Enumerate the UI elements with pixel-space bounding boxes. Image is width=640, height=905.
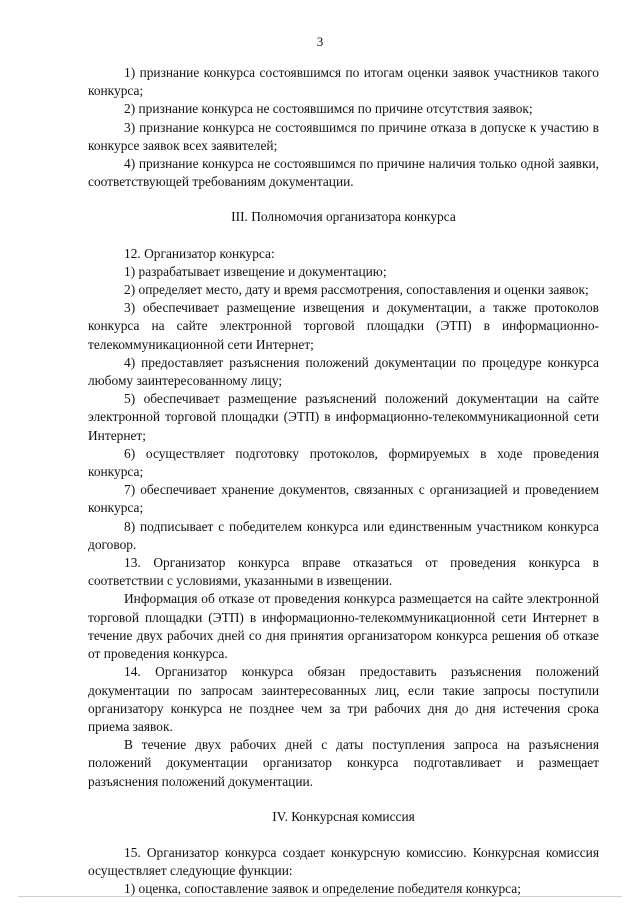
paragraph-12-item-5: 5) обеспечивает размещение разъяснений положений документации на сайте электронной торговой площадки (ЭТП) в информационно-телекоммуникационной сети Интернет; bbox=[88, 391, 599, 443]
paragraph-item-top-3: 3) признание конкурса не состоявшимся по причине отказа в допуске к участию в конкурсе заявок всех заявителей; bbox=[88, 119, 599, 153]
paragraph-12-item-8: 8) подписывает с победителем конкурса или единственным участником конкурса договор. bbox=[88, 518, 599, 552]
paragraph-15-item-1: 1) оценка, сопоставление заявок и определение победителя конкурса; bbox=[124, 881, 521, 897]
paragraph-item-top-1: 1) признание конкурса состоявшимся по итогам оценки заявок участников такого конкурса; bbox=[88, 65, 599, 99]
page-number: 3 bbox=[316, 34, 324, 49]
paragraph-12-intro: 12. Организатор конкурса: bbox=[124, 245, 275, 261]
paragraph-14: 14. Организатор конкурса обязан предоставить разъяснения положений документации по запросам заинтересованных лиц, если такие запросы поступили организатору конкурса не позднее чем за три рабочих дня до дня истечения срока приема заявок. bbox=[88, 664, 599, 734]
paragraph-12-item-4: 4) предоставляет разъяснения положений документации по процедуре конкурса любому заинтересованному лицу; bbox=[88, 354, 599, 389]
paragraph-item-top-4: 4) признание конкурса не состоявшимся по причине наличия только одной заявки, соответствующей требованиям документации. bbox=[88, 156, 599, 190]
section-heading-3: III. Полномочия организатора конкурса bbox=[231, 209, 456, 225]
paragraph-12-item-1: 1) разрабатывает извещение и документацию; bbox=[124, 263, 387, 279]
paragraph-13: 13. Организатор конкурса вправе отказаться от проведения конкурса в соответствии с условиями, указанными в извещении. bbox=[88, 555, 599, 589]
section-heading-4: IV. Конкурсная комиссия bbox=[272, 808, 415, 824]
paragraph-12-item-6: 6) осуществляет подготовку протоколов, формируемых в ходе проведения конкурса; bbox=[88, 445, 599, 480]
paragraph-12-item-7: 7) обеспечивает хранение документов, связанных с организацией и проведением конкурса; bbox=[88, 482, 599, 516]
paragraph-12-item-2: 2) определяет место, дату и время рассмотрения, сопоставления и оценки заявок; bbox=[124, 282, 589, 298]
paragraph-13-info: Информация об отказе от проведения конкурса размещается на сайте электронной торговой площадки (ЭТП) в информационно-телекоммуникационной сети Интернет в течение двух рабочих дней со дня принятия организатором конкурса решения об отказе от проведения конкурса. bbox=[88, 591, 599, 662]
paragraph-12-item-3: 3) обеспечивает размещение извещения и документации, а также протоколов конкурса на сайте электронной торговой площадки (ЭТП) в информационно-телекоммуникационной сети Интернет; bbox=[88, 300, 599, 352]
paragraph-15: 15. Организатор конкурса создает конкурсную комиссию. Конкурсная комиссия осуществляет следующие функции: bbox=[88, 844, 599, 879]
paragraph-14-info: В течение двух рабочих дней с даты поступления запроса на разъяснения положений документации организатор конкурса подготавливает и размещает разъяснения положений документации. bbox=[88, 737, 599, 789]
page-bottom-divider bbox=[18, 896, 622, 897]
document-body bbox=[88, 64, 599, 899]
paragraph-item-top-2: 2) признание конкурса не состоявшимся по причине отсутствия заявок; bbox=[124, 101, 533, 117]
